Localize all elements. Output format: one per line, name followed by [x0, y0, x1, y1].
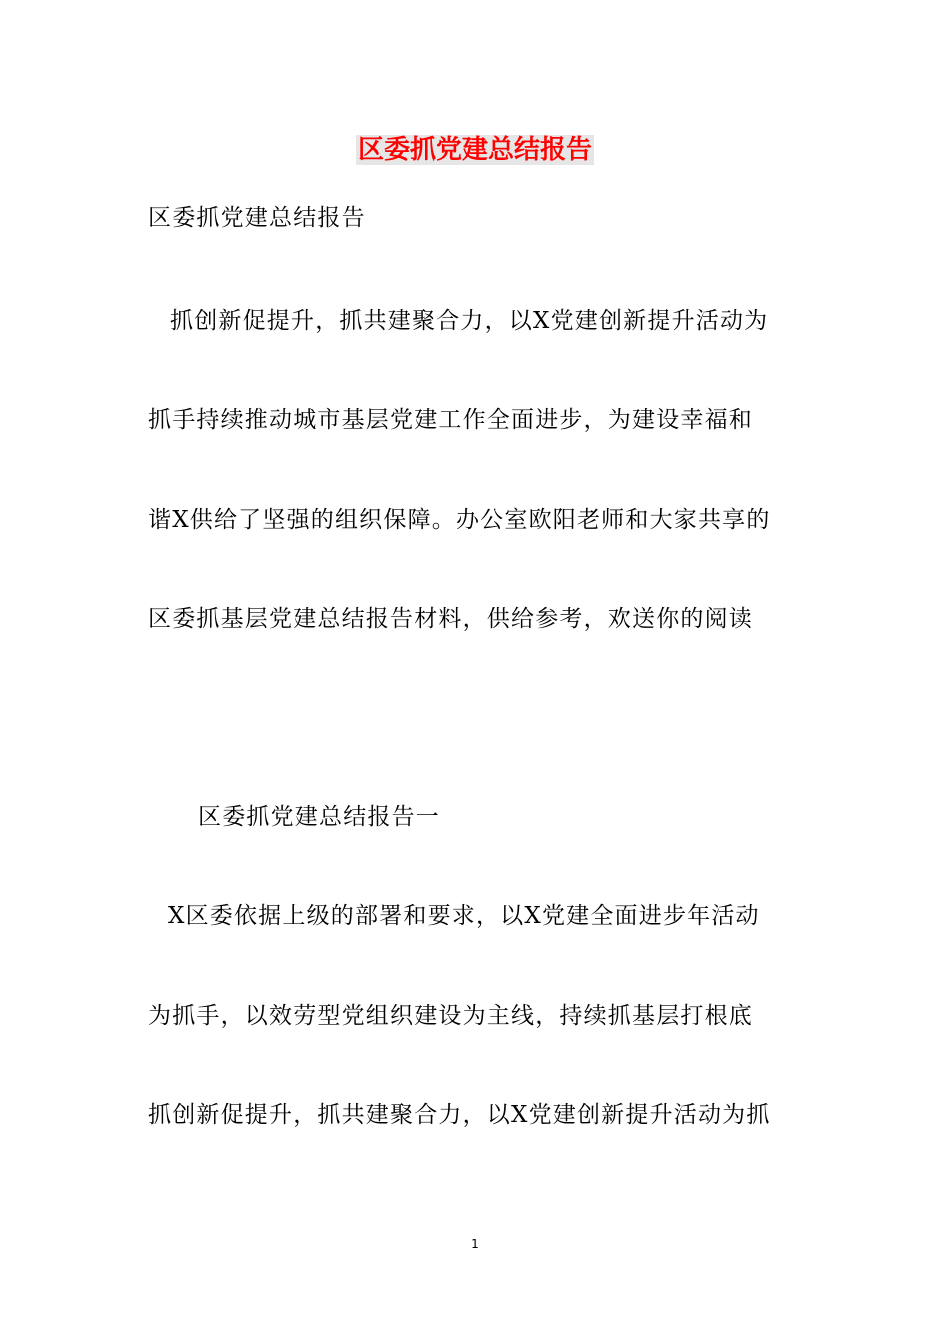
page-number: 1 — [471, 1237, 479, 1251]
intro-line: 抓手持续推动城市基层党建工作全面进步，为建设幸福和 — [148, 407, 753, 433]
intro-line: 抓创新促提升，抓共建聚合力，以X党建创新提升活动为 — [170, 308, 769, 334]
document-title: 区委抓党建总结报告 — [357, 135, 592, 165]
section-line: 为抓手，以效劳型党组织建设为主线，持续抓基层打根底 — [148, 1003, 753, 1029]
section-heading: 区委抓党建总结报告一 — [198, 804, 440, 830]
intro-line: 谐X供给了坚强的组织保障。办公室欧阳老师和大家共享的 — [148, 507, 771, 533]
section-line: 抓创新促提升，抓共建聚合力，以X党建创新提升活动为抓 — [148, 1102, 771, 1128]
document-title-block — [0, 132, 950, 168]
section-line: X区委依据上级的部署和要求，以X党建全面进步年活动 — [168, 903, 760, 929]
subtitle: 区委抓党建总结报告 — [148, 205, 366, 231]
intro-line: 区委抓基层党建总结报告材料，供给参考，欢送你的阅读 — [148, 606, 753, 632]
